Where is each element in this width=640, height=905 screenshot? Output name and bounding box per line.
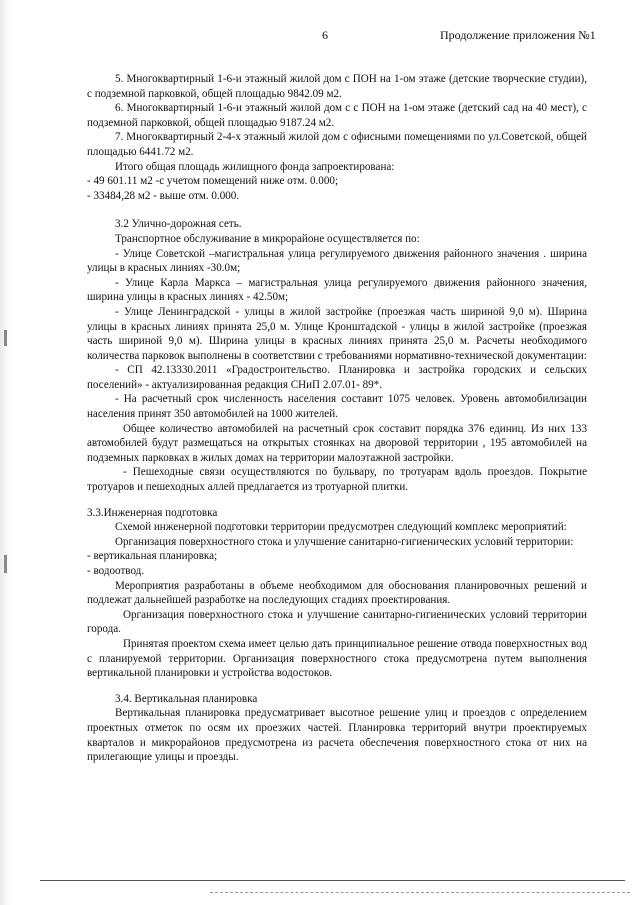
paragraph: - Улице Карла Маркса – магистральная улица регулируемого движения районного значения, ширина улицы в красных линиях - 42.50м; <box>87 276 587 304</box>
binding-mark <box>4 555 7 573</box>
paragraph: - СП 42.13330.2011 «Градостроительство. Планировка и застройка городских и сельских поселений» - актуализированная редакция СНиП 2.07.01- 89*. <box>87 364 587 391</box>
page-number: 6 <box>322 28 328 42</box>
paragraph: Общее количество автомобилей на расчетный срок составит порядка 376 единиц. Из них 133 автомобилей будут размещаться на открытых стоянках на дворовой территории , 195 автомобилей на подземных парковках в жилых домах на территории малоэтажной застройки. <box>87 422 587 464</box>
paragraph: - 33484,28 м2 - выше отм. 0.000. <box>87 189 240 202</box>
paragraph: 7. Многоквартирный 2-4-х этажный жилой дом с офисными помещениями по ул.Советской, общей площадью 6441.72 м2. <box>87 131 587 158</box>
paragraph: 5. Многоквартирный 1-6-и этажный жилой дом с ПОН на 1-ом этаже (детские творческие студии), с подземной парковкой, общей площадью 9842.09 м2. <box>87 73 587 100</box>
paragraph: 6. Многоквартирный 1-6-и этажный жилой дом с с ПОН на 1-ом этаже (детский сад на 40 мест), с подземной парковкой, общей площадью 9187.24 м2. <box>87 102 587 129</box>
section-heading: 3.3.Инженерная подготовка <box>87 506 218 519</box>
binding-mark <box>4 330 7 346</box>
paragraph: - 49 601.11 м2 -с учетом помещений ниже отм. 0.000; <box>87 175 339 188</box>
paragraph: Транспортное обслуживание в микрорайоне осуществляется по: <box>115 232 420 245</box>
scan-binding-edge <box>0 0 12 905</box>
paragraph: Схемой инженерной подготовки территории предусмотрен следующий комплекс мероприятий: <box>115 521 567 534</box>
document-body <box>87 72 587 765</box>
page-bottom-rule <box>40 880 625 881</box>
paragraph: Мероприятия разработаны в объеме необходимом для обоснования планировочных решений и подлежат дальнейшей разработке на последующих стадиях проектирования. <box>87 579 587 607</box>
paragraph: Вертикальная планировка предусматривает высотное решение улиц и проездов с определением проектных отметок по осям их проезжих частей. Планировка территорий внутри проектируемых кварталов и микрорайонов предусмотрена из расчета обеспечения поверхностного стока от них на прилегающие улицы и проезды. <box>87 707 587 764</box>
paragraph: - Пешеходные связи осуществляются по бульвару, по тротуарам вдоль проездов. Покрытие тротуаров и пешеходных аллей предлагается из тротуарной плитки. <box>87 466 587 494</box>
paragraph: - водоотвод. <box>87 565 145 577</box>
paragraph: - На расчетный срок численность населения составит 1075 человек. Уровень автомобилизации населения принят 350 автомобилей на 1000 жителей. <box>87 393 587 421</box>
paragraph: Итого общая площадь жилищного фонда запроектирована: <box>115 160 395 173</box>
paragraph: Организация поверхностного стока и улучшение санитарно-гигиенических условий территории города. <box>87 608 587 636</box>
paragraph: - вертикальная планировка; <box>87 550 218 563</box>
section-heading: 3.2 Улично-дорожная сеть. <box>115 218 242 231</box>
section-heading: 3.4. Вертикальная планировка <box>115 692 258 705</box>
paragraph: - Улице Советской –магистральная улица регулируемого движения районного значения . ширина улицы в красных линиях -30.0м; <box>87 247 587 275</box>
paragraph: Организация поверхностного стока и улучшение санитарно-гигиенических условий территории: <box>115 535 574 548</box>
paragraph: Принятая проектом схема имеет целью дать принципиальное решение отвода поверхностных вод с планируемой территории. Организация поверхностного стока предусмотрена путем выполнения вертикальной планировки и устройства водостоков. <box>87 637 587 680</box>
scan-artifact-line <box>210 892 630 894</box>
appendix-caption: Продолжение приложения №1 <box>440 28 596 42</box>
paragraph: - Улице Ленинградской - улицы в жилой застройке (проезжая часть шириной 9,0 м). Ширина улицы в красных линиях принята 25,0 м. Улице Кронштадской - улицы в жилой застройке (проезжая часть шириной 9,0 м). Ширина улицы в красных линиях принята 25,0 м. Расчеты необходимого количества парковок выполнены в соответствии с требованиями нормативно-технической документации: <box>87 305 587 362</box>
